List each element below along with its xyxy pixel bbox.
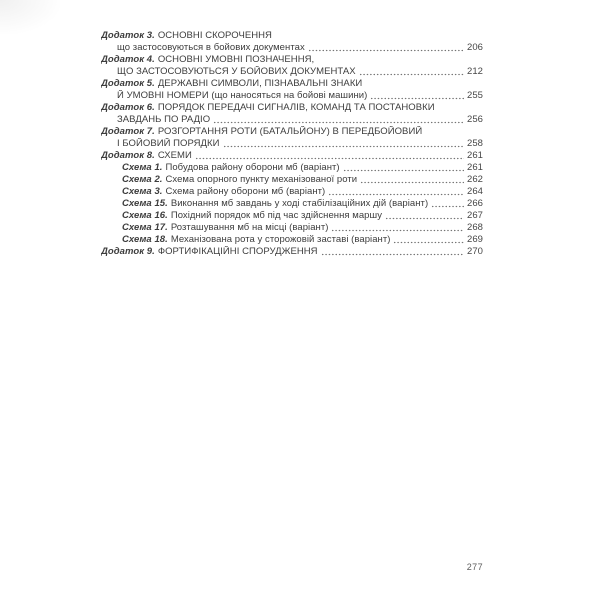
- toc-page-number: 212: [466, 66, 483, 77]
- toc-line: [101, 174, 483, 186]
- dot-leader: [223, 138, 465, 150]
- toc-line: [101, 90, 483, 102]
- toc-line: [101, 222, 483, 234]
- toc-page-number: 206: [466, 42, 483, 53]
- toc-page-number: 261: [466, 162, 483, 173]
- dot-leader: [370, 90, 464, 102]
- toc-line: [101, 246, 483, 258]
- footer-page-number: 277: [466, 562, 483, 572]
- table-of-contents: [101, 30, 483, 258]
- toc-line: [101, 54, 483, 66]
- toc-entry-text: Й УМОВНІ НОМЕРИ (що наносяться на бойові машини): [117, 90, 368, 101]
- dot-leader: [393, 234, 464, 246]
- toc-entry-label: Схема 16.: [122, 210, 168, 221]
- scan-edge-artifact: [0, 0, 60, 34]
- toc-entry-text: Схема району оборони мб (варіант): [165, 186, 326, 197]
- toc-line: [101, 114, 483, 126]
- toc-line: [101, 198, 483, 210]
- toc-page-number: 258: [466, 138, 483, 149]
- toc-entry-text: Похідний порядок мб під час здійснення маршу: [170, 210, 382, 221]
- toc-line: [101, 210, 483, 222]
- dot-leader: [343, 162, 464, 174]
- toc-entry-text: що застосовуються в бойових документах: [117, 42, 305, 53]
- toc-entry-text: ЩО ЗАСТОСОВУЮТЬСЯ У БОЙОВИХ ДОКУМЕНТАХ: [117, 66, 356, 77]
- toc-page-number: 266: [466, 198, 483, 209]
- dot-leader: [195, 150, 464, 162]
- toc-entry-label: Додаток 6.: [101, 102, 155, 113]
- toc-entry-text: Побудова району оборони мб (варіант): [165, 162, 340, 173]
- toc-entry-text: СХЕМИ: [157, 150, 192, 161]
- toc-line: [101, 186, 483, 198]
- toc-line: [101, 30, 483, 42]
- toc-entry-text: ПОРЯДОК ПЕРЕДАЧІ СИГНАЛІВ, КОМАНД ТА ПОСТАНОВКИ: [157, 102, 435, 113]
- toc-entry-label: Додаток 9.: [101, 246, 155, 257]
- toc-line: [101, 42, 483, 54]
- dot-leader: [308, 42, 464, 54]
- dot-leader: [213, 114, 464, 126]
- dot-leader: [360, 174, 464, 186]
- toc-page-number: 262: [466, 174, 483, 185]
- toc-entry-text: Механізована рота у сторожовій заставі (варіант): [170, 234, 391, 245]
- toc-entry-text: ОСНОВНІ УМОВНІ ПОЗНАЧЕННЯ,: [157, 54, 315, 65]
- toc-page-number: 261: [466, 150, 483, 161]
- toc-entry-label: Додаток 5.: [101, 78, 155, 89]
- toc-line: [101, 126, 483, 138]
- dot-leader: [331, 222, 464, 234]
- toc-entry-label: Додаток 8.: [101, 150, 155, 161]
- toc-entry-label: Схема 1.: [122, 162, 163, 173]
- toc-line: [101, 78, 483, 90]
- toc-page-number: 270: [466, 246, 483, 257]
- toc-entry-text: РОЗГОРТАННЯ РОТИ (БАТАЛЬЙОНУ) В ПЕРЕДБОЙОВИЙ: [157, 126, 423, 137]
- dot-leader: [385, 210, 464, 222]
- toc-entry-text: ФОРТИФІКАЦІЙНІ СПОРУДЖЕННЯ: [157, 246, 318, 257]
- toc-entry-text: Розташування мб на місці (варіант): [170, 222, 329, 233]
- toc-entry-label: Схема 17.: [122, 222, 168, 233]
- toc-entry-text: І БОЙОВИЙ ПОРЯДКИ: [117, 138, 220, 149]
- toc-entry-text: Виконання мб завдань у ході стабілізаційних дій (варіант): [170, 198, 429, 209]
- toc-page-number: 255: [466, 90, 483, 101]
- toc-entry-text: ДЕРЖАВНІ СИМВОЛИ, ПІЗНАВАЛЬНІ ЗНАКИ: [157, 78, 363, 89]
- toc-line: [101, 66, 483, 78]
- toc-line: [101, 162, 483, 174]
- toc-entry-label: Додаток 4.: [101, 54, 155, 65]
- toc-page-number: 264: [466, 186, 483, 197]
- toc-page-number: 267: [466, 210, 483, 221]
- toc-entry-label: Додаток 7.: [101, 126, 155, 137]
- toc-entry-label: Схема 2.: [122, 174, 163, 185]
- toc-page-number: 256: [466, 114, 483, 125]
- toc-line: [101, 234, 483, 246]
- toc-entry-text: ЗАВДАНЬ ПО РАДІО: [117, 114, 211, 125]
- toc-page-number: 268: [466, 222, 483, 233]
- dot-leader: [328, 186, 464, 198]
- toc-entry-label: Схема 18.: [122, 234, 168, 245]
- toc-entry-label: Схема 15.: [122, 198, 168, 209]
- dot-leader: [359, 66, 464, 78]
- toc-line: [101, 138, 483, 150]
- toc-entry-text: Схема опорного пункту механізованої роти: [165, 174, 358, 185]
- toc-entry-label: Схема 3.: [122, 186, 163, 197]
- dot-leader: [431, 198, 464, 210]
- toc-entry-label: Додаток 3.: [101, 30, 155, 41]
- toc-entry-text: ОСНОВНІ СКОРОЧЕННЯ: [157, 30, 272, 41]
- dot-leader: [321, 246, 464, 258]
- toc-line: [101, 150, 483, 162]
- toc-line: [101, 102, 483, 114]
- toc-page-number: 269: [466, 234, 483, 245]
